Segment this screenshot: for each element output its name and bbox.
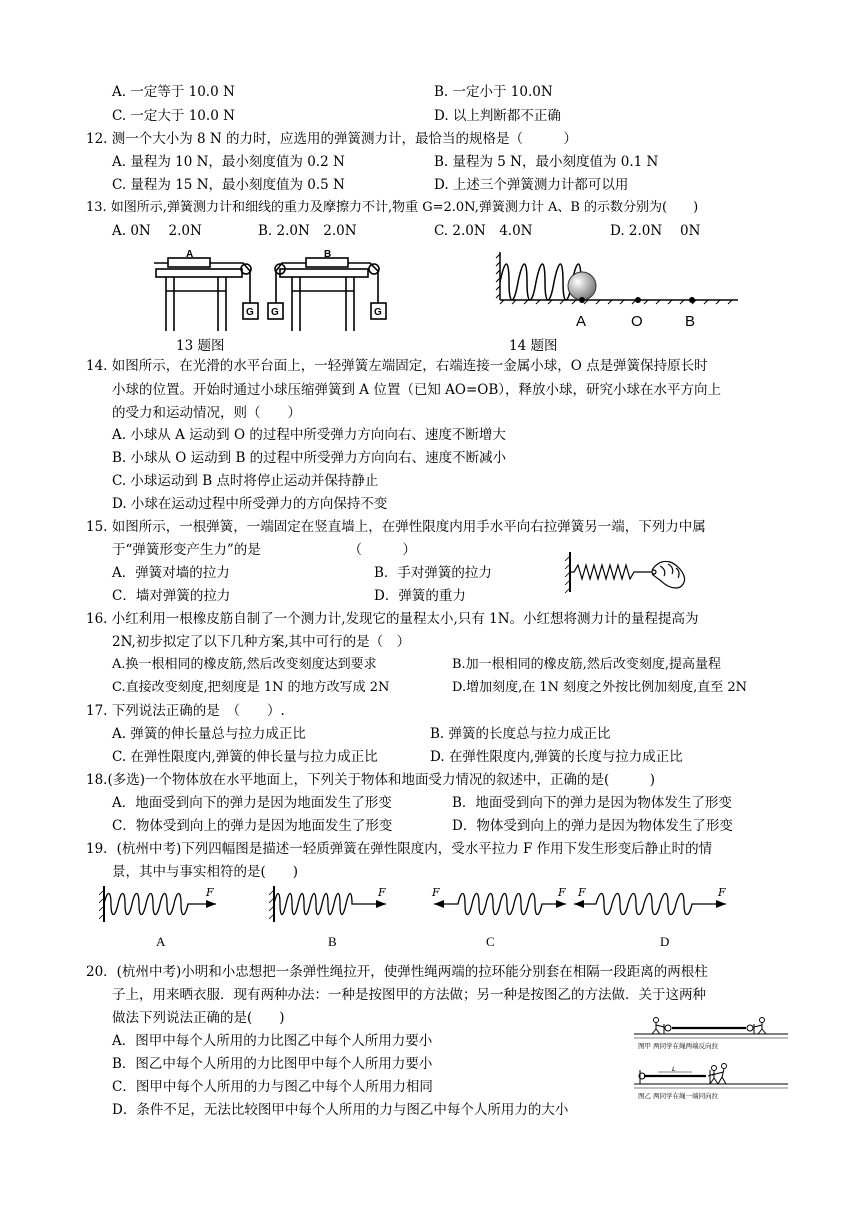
q19-force-label-c-left: F xyxy=(432,886,440,899)
q19-label-c: C xyxy=(486,934,495,949)
q15-option-c: C．墙对弹簧的拉力 xyxy=(112,588,231,604)
q17-option-d: D. 在弹性限度内,弹簧的长度与拉力成正比 xyxy=(430,749,683,765)
q16-option-d: D.增加刻度,在 1N 刻度之外按比例加刻度,直至 2N xyxy=(452,680,748,695)
q18-option-c: C．物体受到向上的弹力是因为地面发生了形变 xyxy=(112,818,393,834)
q20-stem-line2: 子上，用来晒衣服．现有两种办法：一种是按图甲的方法做；另一种是按图乙的方法做．关于这两种 xyxy=(112,987,706,1003)
q15-stem-line2: 于“弹簧形变产生力”的是 （ ） xyxy=(112,542,417,558)
q19-label-a: A xyxy=(156,934,166,949)
q19-label-d: D xyxy=(660,934,670,949)
q12-option-a: A. 量程为 10 N，最小刻度值为 0.2 N xyxy=(112,154,345,170)
q15-figure xyxy=(564,548,694,596)
q16-option-a: A.换一根相同的橡皮筋,然后改变刻度达到要求 xyxy=(112,657,377,672)
q17-option-c: C. 在弹性限度内,弹簧的伸长量与拉力成正比 xyxy=(112,749,378,765)
q20-option-d: D．条件不足，无法比较图甲中每个人所用的力与图乙中每个人所用力的大小 xyxy=(112,1102,569,1118)
q13-option-c: C. 2.0N 4.0N xyxy=(434,223,533,239)
q14-option-d: D. 小球在运动过程中所受弹力的方向保持不变 xyxy=(112,496,388,512)
q19-force-label-d-right: F xyxy=(718,886,726,899)
q19-label-b: B xyxy=(328,934,337,949)
q14-option-b: B. 小球从 O 运动到 B 的过程中所受弹力方向向右、速度不断减小 xyxy=(112,450,507,466)
q20-option-b: B．图乙中每个人所用的力比图甲中每个人所用力要小 xyxy=(112,1056,433,1072)
q14-label-a: A xyxy=(576,313,587,330)
q14-option-c: C. 小球运动到 B 点时将停止运动并保持静止 xyxy=(112,473,379,489)
q20-label-l: L xyxy=(672,1065,676,1073)
q15-stem-line1: 15. 如图所示，一根弹簧，一端固定在竖直墙上，在弹性限度内用手水平向右拉弹簧另一端，下列力中属 xyxy=(86,519,706,535)
q12-option-b: B. 量程为 5 N，最小刻度值为 0.1 N xyxy=(434,154,659,170)
q20-fig-caption-jia: 图甲 两同学在绳两端反向拉 xyxy=(638,1042,719,1050)
q20-stem-line1: 20．(杭州中考)小明和小忠想把一条弹性绳拉开，使弹性绳两端的拉环能分别套在相隔一段距离的两根柱 xyxy=(86,964,708,980)
q13-stem: 13. 如图所示,弹簧测力计和细线的重力及摩擦力不计,物重 G=2.0N,弹簧测力计 A、B 的示数分别为( ) xyxy=(86,200,699,215)
q13-option-d: D. 2.0N 0N xyxy=(610,223,701,239)
q13-label-b: B xyxy=(324,249,332,260)
q17-option-a: A. 弹簧的伸长量总与拉力成正比 xyxy=(112,726,306,742)
q11-option-c: C. 一定大于 10.0 N xyxy=(112,108,235,124)
q19-figure xyxy=(96,880,744,950)
q19-force-label-d-left: F xyxy=(578,886,586,899)
q18-option-b: B．地面受到向下的弹力是因为物体发生了形变 xyxy=(452,795,732,811)
q14-label-o: O xyxy=(631,313,643,330)
q14-label-b: B xyxy=(685,313,696,330)
q17-option-b: B. 弹簧的长度总与拉力成正比 xyxy=(430,726,611,742)
q20-stem-line3: 做法下列说法正确的是( ) xyxy=(112,1010,285,1026)
q14-fig-caption: 14 题图 xyxy=(509,338,558,354)
q15-option-a: A．弹簧对墙的拉力 xyxy=(112,565,230,581)
q14-option-a: A. 小球从 A 运动到 O 的过程中所受弹力方向向右、速度不断增大 xyxy=(112,427,506,443)
q13-option-b: B. 2.0N 2.0N xyxy=(258,223,357,239)
q17-stem: 17. 下列说法正确的是 （ ）. xyxy=(86,703,285,719)
q18-option-d: D．物体受到向上的弹力是因为物体发生了形变 xyxy=(452,818,733,834)
q12-option-c: C. 量程为 15 N，最小刻度值为 0.5 N xyxy=(112,177,345,193)
q20-option-c: C．图甲中每个人所用的力与图乙中每个人所用力相同 xyxy=(112,1079,433,1095)
q15-option-b: B．手对弹簧的拉力 xyxy=(374,565,492,581)
q20-figure xyxy=(632,1016,790,1102)
q11-option-a: A. 一定等于 10.0 N xyxy=(112,84,235,100)
q14-stem-line1: 14. 如图所示，在光滑的水平台面上，一轻弹簧左端固定，右端连接一金属小球，O 点是弹簧保持原长时 xyxy=(86,358,708,374)
q19-force-label-b: F xyxy=(378,886,386,899)
q13-label-a: A xyxy=(186,249,194,260)
q13-label-g1: G xyxy=(246,307,254,318)
q15-option-d: D．弹簧的重力 xyxy=(374,588,466,604)
q13-option-a: A. 0N 2.0N xyxy=(112,223,202,239)
q13-figure xyxy=(148,245,410,333)
q14-figure xyxy=(494,244,744,332)
q19-force-label-a: F xyxy=(206,886,214,899)
q19-force-label-c-right: F xyxy=(558,886,566,899)
q20-fig-caption-yi: 图乙 两同学在绳一端同向拉 xyxy=(638,1092,719,1100)
q12-stem: 12. 测一个大小为 8 N 的力时，应选用的弹簧测力计，最恰当的规格是（ ） xyxy=(86,131,578,147)
q19-stem-line2: 景，其中与事实相符的是( ) xyxy=(112,864,299,880)
q11-option-d: D. 以上判断都不正确 xyxy=(434,108,561,124)
q13-fig-caption: 13 题图 xyxy=(176,338,225,354)
q20-option-a: A．图甲中每个人所用的力比图乙中每个人所用力要小 xyxy=(112,1033,433,1049)
q11-option-b: B. 一定小于 10.0N xyxy=(434,84,553,100)
q18-stem: 18.(多选)一个物体放在水平地面上，下列关于物体和地面受力情况的叙述中，正确的是( ) xyxy=(86,772,656,788)
q16-stem-line1: 16. 小红利用一根橡皮筋自制了一个测力计,发现它的量程太小,只有 1N。小红想将测力计的量程提高为 xyxy=(86,611,699,627)
q13-label-g3: G xyxy=(374,307,382,318)
q16-option-b: B.加一根相同的橡皮筋,然后改变刻度,提高量程 xyxy=(452,657,721,672)
q19-stem-line1: 19．(杭州中考)下列四幅图是描述一轻质弹簧在弹性限度内，受水平拉力 F 作用下发生形变后静止时的情 xyxy=(86,841,713,857)
q16-stem-line2: 2N,初步拟定了以下几种方案,其中可行的是（ ） xyxy=(112,634,411,650)
q12-option-d: D. 上述三个弹簧测力计都可以用 xyxy=(434,177,629,193)
q14-stem-line2: 小球的位置。开始时通过小球压缩弹簧到 A 位置（已知 AO=OB），释放小球，研究小球在水平方向上 xyxy=(112,382,721,398)
q18-option-a: A．地面受到向下的弹力是因为地面发生了形变 xyxy=(112,795,392,811)
q13-label-g2: G xyxy=(271,307,279,318)
q14-stem-line3: 的受力和运动情况，则（ ） xyxy=(112,405,301,421)
q16-option-c: C.直接改变刻度,把刻度是 1N 的地方改写成 2N xyxy=(112,680,390,695)
